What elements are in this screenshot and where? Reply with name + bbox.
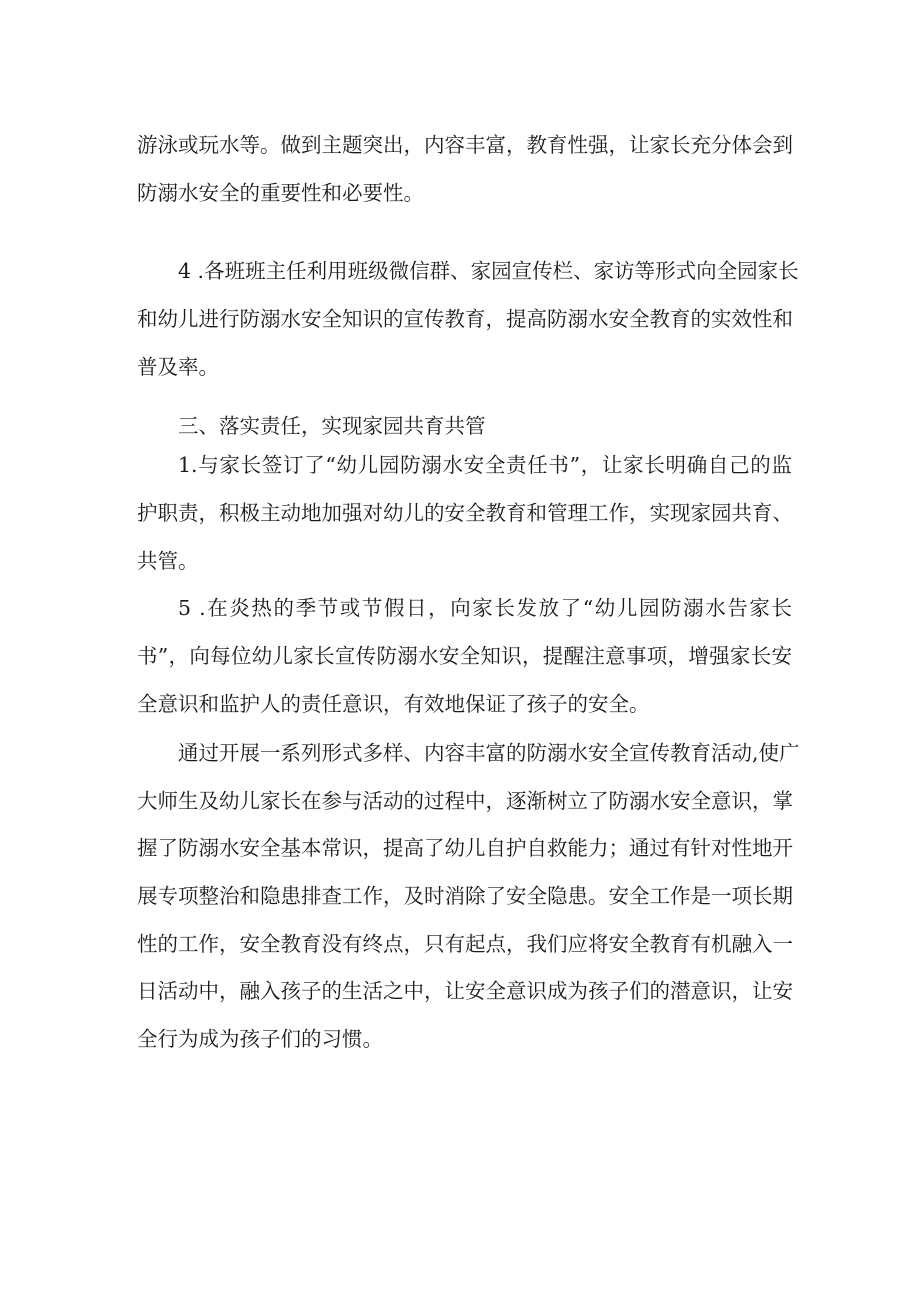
text-line: 握了防溺水安全基本常识，提高了幼儿自护自救能力；通过有针对性地开	[137, 836, 793, 860]
text-line: 普及率。	[137, 355, 219, 379]
text-line: 全意识和监护人的责任意识，有效地保证了孩子的安全。	[137, 692, 650, 716]
text-line: 游泳或玩水等。做到主题突出，内容丰富，教育性强，让家长充分体会到	[137, 133, 793, 157]
text-line: 书”，向每位幼儿家长宣传防溺水安全知识，提醒注意事项，增强家长安	[137, 644, 792, 668]
text-line: 通过开展一系列形式多样、内容丰富的防溺水安全宣传教育活动,使广	[178, 741, 800, 765]
text-line: 大师生及幼儿家长在参与活动的过程中，逐渐树立了防溺水安全意识，掌	[137, 789, 793, 813]
text-line: 1.与家长签订了“幼儿园防溺水安全责任书”，让家长明确自己的监	[178, 453, 792, 477]
text-line: 护职责，积极主动地加强对幼儿的安全教育和管理工作，实现家园共育、	[137, 501, 793, 525]
text-line: 共管。	[137, 549, 199, 573]
text-line: 和幼儿进行防溺水安全知识的宣传教育，提高防溺水安全教育的实效性和	[137, 307, 793, 331]
text-line: 展专项整治和隐患排查工作，及时消除了安全隐患。安全工作是一项长期	[137, 884, 793, 908]
text-line: 性的工作，安全教育没有终点，只有起点，我们应将安全教育有机融入一	[137, 932, 793, 956]
section-heading: 三、落实责任，实现家园共育共管	[178, 414, 486, 438]
text-line: 全行为成为孩子们的习惯。	[137, 1027, 383, 1051]
text-line: 5 .在炎热的季节或节假日，向家长发放了“幼儿园防溺水告家长	[178, 596, 792, 620]
text-line: 4 .各班班主任利用班级微信群、家园宣传栏、家访等形式向全园家长	[178, 259, 799, 283]
text-line: 防溺水安全的重要性和必要性。	[137, 181, 424, 205]
text-line: 日活动中，融入孩子的生活之中，让安全意识成为孩子们的潜意识，让安	[137, 979, 793, 1003]
